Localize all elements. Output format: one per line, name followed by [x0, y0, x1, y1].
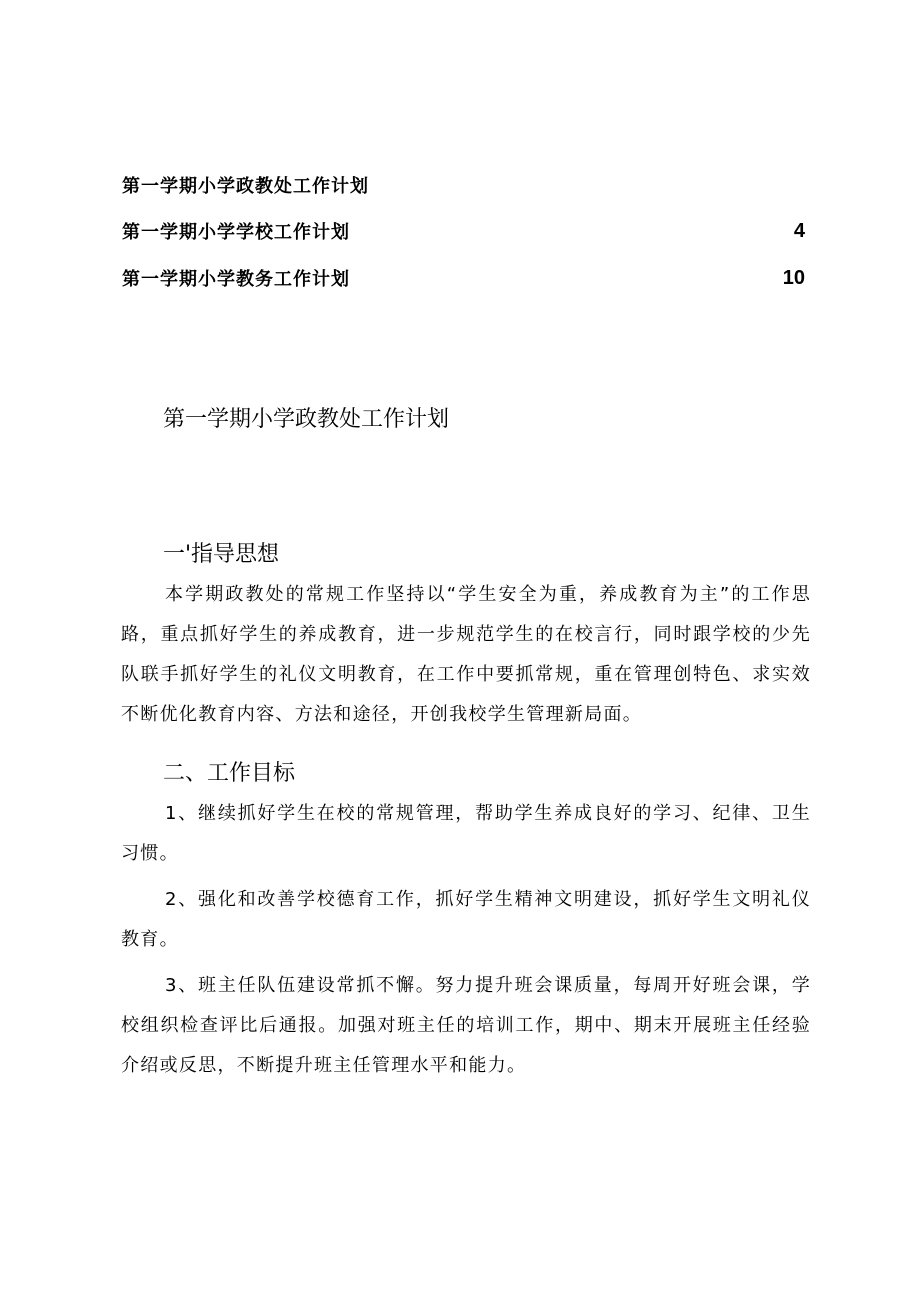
toc-item[interactable] — [122, 170, 805, 200]
toc-item-page: 4 — [793, 219, 805, 242]
section-heading-guiding-thought: 一'指导思想 — [163, 542, 280, 567]
toc-item[interactable] — [122, 263, 805, 293]
paragraph-guiding-thought: 本学期政教处的常规工作坚持以“学生安全为重，养成教育为主”的工作思路，重点抓好学生的养成教育，进一步规范学生的在校言行，同时跟学校的少先队联手抓好学生的礼仪文明教育，在工作中要抓常规，重在管理创特色、求实效不断优化教育内容、方法和途径，开创我校学生管理新局面。 — [121, 584, 811, 725]
toc-item[interactable] — [122, 216, 805, 246]
toc-item-title[interactable]: 第一学期小学学校工作计划 — [122, 222, 350, 243]
goal-item: 1、继续抓好学生在校的常规管理，帮助学生养成良好的学习、纪律、卫生习惯。 — [121, 803, 811, 864]
goal-item: 2、强化和改善学校德育工作，抓好学生精神文明建设，抓好学生文明礼仪教育。 — [121, 889, 811, 950]
toc-item-title[interactable]: 第一学期小学政教处工作计划 — [122, 176, 369, 197]
document-title: 第一学期小学政教处工作计划 — [163, 407, 450, 432]
toc-item-title[interactable]: 第一学期小学教务工作计划 — [122, 269, 350, 290]
goal-item: 3、班主任队伍建设常抓不懈。努力提升班会课质量，每周开好班会课，学校组织检查评比后通报。加强对班主任的培训工作，期中、期末开展班主任经验介绍或反思，不断提升班主任管理水平和能力。 — [121, 975, 811, 1076]
toc-item-page: 10 — [782, 266, 805, 289]
section-heading-work-goals: 二、工作目标 — [163, 761, 296, 786]
